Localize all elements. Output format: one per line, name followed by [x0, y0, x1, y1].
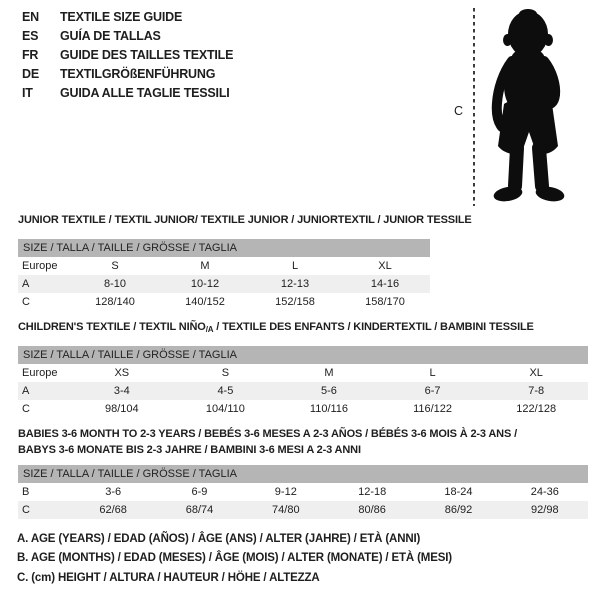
row-label-cell: Europe	[22, 367, 58, 379]
size-value-cell: 92/98	[531, 504, 559, 516]
size-value-cell: L	[429, 367, 436, 379]
language-title-block	[22, 8, 233, 103]
lang-code: DE	[22, 67, 39, 81]
lang-code: IT	[22, 86, 33, 100]
table-row	[18, 400, 588, 418]
size-value-cell: 152/158	[275, 296, 315, 308]
lang-row-it	[22, 84, 233, 103]
size-value-cell: 12-13	[280, 278, 310, 290]
size-value-cell: 3-6	[105, 486, 122, 498]
row-label-cell: A	[22, 385, 30, 397]
size-value-cell: 4-5	[217, 385, 234, 397]
children-table	[18, 346, 588, 418]
size-value-cell: XS	[114, 367, 130, 379]
size-value-cell: 80/86	[358, 504, 386, 516]
junior-table-title: JUNIOR TEXTILE / TEXTIL JUNIOR/ TEXTILE JUNIOR / JUNIORTEXTIL / JUNIOR TESSILE	[18, 214, 472, 226]
lang-row-es	[22, 27, 233, 46]
size-value-cell: 110/116	[309, 403, 349, 415]
row-label-cell: C	[22, 504, 30, 516]
lang-code: EN	[22, 10, 39, 24]
size-value-cell: 6-7	[424, 385, 441, 397]
row-label-cell: Europe	[22, 260, 58, 272]
size-value-cell: 62/68	[99, 504, 127, 516]
table-row	[18, 483, 588, 501]
size-value-cell: L	[291, 260, 299, 272]
size-value-cell: 18-24	[444, 486, 473, 498]
title-subscript: /A	[205, 325, 214, 334]
row-label-cell: A	[22, 278, 30, 290]
lang-code: ES	[22, 29, 39, 43]
size-value-cell: 9-12	[274, 486, 297, 498]
size-value-cell: XL	[378, 260, 392, 272]
row-label-cell: C	[22, 296, 30, 308]
size-value-cell: 14-16	[370, 278, 400, 290]
footnote-b: B. AGE (MONTHS) / EDAD (MESES) / ÂGE (MOIS) / ALTER (MONATE) / ETÀ (MESI)	[17, 552, 452, 565]
size-value-cell: 74/80	[272, 504, 300, 516]
row-label-cell: B	[22, 486, 30, 498]
size-value-cell: 7-8	[528, 385, 545, 397]
size-value-cell: 12-18	[358, 486, 387, 498]
title-text: CHILDREN'S TEXTILE / TEXTIL NIÑO	[18, 321, 206, 333]
lang-row-en	[22, 8, 233, 27]
table-row	[18, 382, 588, 400]
size-value-cell: M	[200, 260, 210, 272]
height-measure-figure	[440, 0, 600, 215]
table-row	[18, 364, 588, 382]
size-value-cell: 122/128	[516, 403, 557, 415]
size-value-cell: 68/74	[185, 504, 214, 516]
legend-footnotes	[17, 530, 452, 588]
height-dashed-line	[473, 8, 475, 206]
lang-title: TEXTILGRÖßENFÜHRUNG	[60, 67, 216, 81]
size-value-cell: 10-12	[190, 278, 220, 290]
table-row	[18, 275, 430, 293]
size-value-cell: 86/92	[444, 504, 473, 516]
table-row	[18, 293, 430, 311]
lang-row-de	[22, 65, 233, 84]
size-value-cell: 8-10	[103, 278, 127, 290]
size-value-cell: S	[221, 367, 230, 379]
babies-table	[18, 465, 588, 519]
table-row	[18, 501, 588, 519]
size-value-cell: 24-36	[530, 486, 559, 498]
babies-table-title	[18, 426, 517, 458]
size-header-bar: SIZE / TALLA / TAILLE / GRÖSSE / TAGLIA	[18, 465, 588, 483]
table-row	[18, 257, 430, 275]
size-value-cell: 158/170	[365, 296, 405, 308]
lang-title: GUIDE DES TAILLES TEXTILE	[60, 48, 234, 62]
size-value-cell: S	[111, 260, 119, 272]
size-value-cell: 6-9	[191, 486, 208, 498]
lang-title: GUIDA ALLE TAGLIE TESSILI	[60, 86, 230, 100]
footnote-c: C. (cm) HEIGHT / ALTURA / HAUTEUR / HÖHE / ALTEZZA	[17, 571, 320, 584]
title-text: / TEXTILE DES ENFANTS / KINDERTEXTIL / BAMBINI TESSILE	[213, 321, 534, 333]
lang-title: GUÍA DE TALLAS	[60, 29, 161, 43]
size-value-cell: 5-6	[321, 385, 337, 397]
lang-code: FR	[22, 48, 39, 62]
lang-row-fr	[22, 46, 233, 65]
size-header-bar: SIZE / TALLA / TAILLE / GRÖSSE / TAGLIA	[18, 239, 430, 257]
size-value-cell: 128/140	[95, 296, 135, 308]
size-header-bar: SIZE / TALLA / TAILLE / GRÖSSE / TAGLIA	[18, 346, 588, 364]
title-line: BABIES 3-6 MONTH TO 2-3 YEARS / BEBÉS 3-6 MESES A 2-3 AÑOS / BÉBÉS 3-6 MOIS À 2-3 ANS /	[18, 428, 517, 440]
baby-silhouette-image	[484, 6, 576, 208]
size-value-cell: 116/122	[413, 403, 453, 415]
title-line: BABYS 3-6 MONATE BIS 2-3 JAHRE / BAMBINI 3-6 MESI A 2-3 ANNI	[18, 444, 361, 456]
size-value-cell: XL	[529, 367, 543, 379]
size-value-cell: 104/110	[205, 403, 245, 415]
lang-title: TEXTILE SIZE GUIDE	[60, 10, 183, 24]
size-value-cell: 140/152	[185, 296, 225, 308]
measure-c-label: C	[454, 104, 464, 118]
size-value-cell: M	[324, 367, 334, 379]
footnote-a: A. AGE (YEARS) / EDAD (AÑOS) / ÂGE (ANS) / ALTER (JAHRE) / ETÀ (ANNI)	[17, 533, 421, 545]
size-value-cell: 98/104	[104, 403, 139, 415]
size-value-cell: 3-4	[113, 385, 130, 397]
row-label-cell: C	[22, 403, 30, 415]
junior-table	[18, 239, 430, 311]
children-table-title	[18, 321, 534, 334]
